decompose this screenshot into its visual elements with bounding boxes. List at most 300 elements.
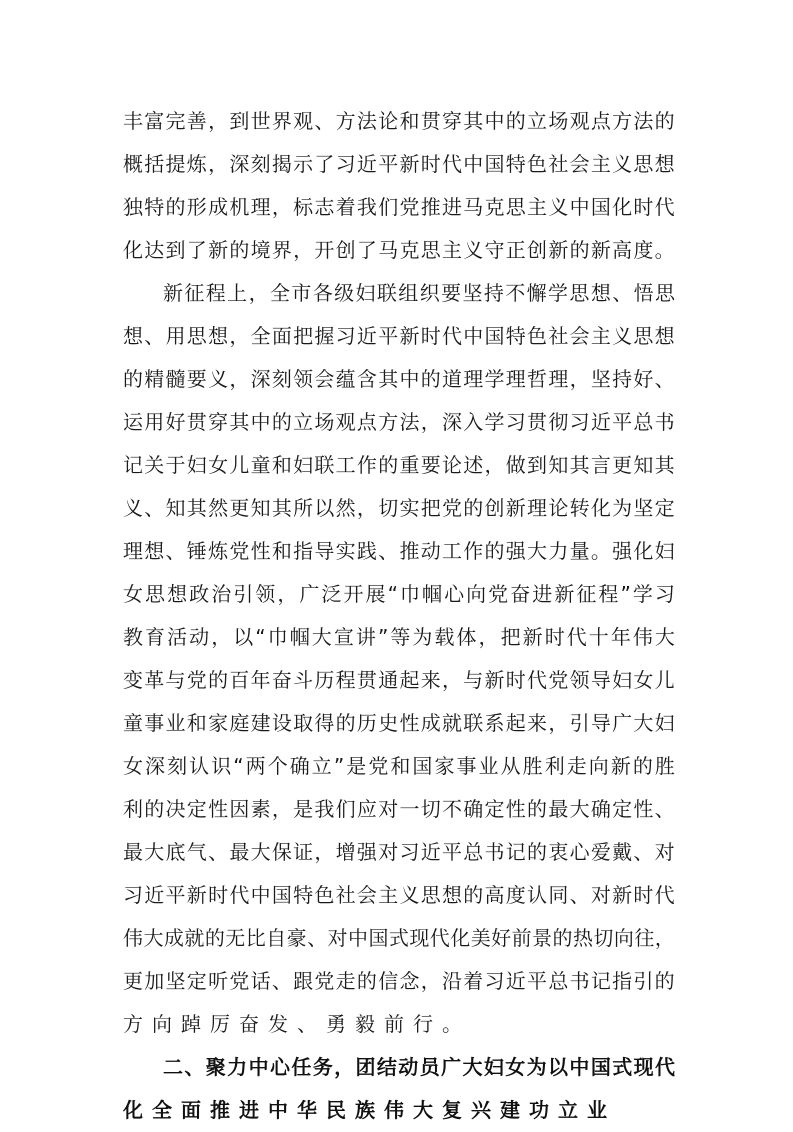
- char: ，: [314, 840, 335, 864]
- char: 妇: [355, 281, 376, 305]
- char: 务: [312, 1055, 333, 1079]
- char: 新: [612, 883, 633, 907]
- char: 大: [654, 625, 675, 649]
- char: 深: [250, 367, 271, 391]
- char: 为: [526, 1055, 547, 1079]
- char: 好: [165, 410, 186, 434]
- char: 的: [527, 797, 548, 821]
- char: 创: [484, 496, 505, 520]
- char: 新: [610, 754, 631, 778]
- char: 概: [123, 152, 143, 176]
- char: 推: [420, 195, 441, 219]
- char: 近: [144, 883, 165, 907]
- char: 妇: [654, 539, 675, 563]
- text-line: [123, 874, 675, 917]
- char: 习: [123, 883, 143, 907]
- char: 向: [466, 582, 487, 606]
- char: 到: [165, 238, 186, 262]
- char: 的: [204, 926, 225, 950]
- char: 克: [399, 238, 420, 262]
- char: 近: [356, 324, 377, 348]
- char: 总: [548, 969, 569, 993]
- char: 向: [613, 926, 634, 950]
- char: 作: [463, 539, 484, 563]
- char: 斗: [293, 668, 314, 692]
- char: 念: [399, 969, 420, 993]
- char: 言: [590, 453, 611, 477]
- char: 把: [500, 625, 521, 649]
- char: 童: [123, 711, 143, 735]
- char: 、: [144, 496, 165, 520]
- char: 、: [297, 1012, 326, 1036]
- text-line: [123, 444, 675, 487]
- char: 国: [368, 926, 389, 950]
- char: 进: [532, 582, 553, 606]
- char: ，: [271, 797, 292, 821]
- char: 应: [356, 797, 377, 821]
- char: 代: [527, 668, 548, 692]
- char: 们: [335, 797, 356, 821]
- char: 认: [189, 754, 210, 778]
- text-line: [123, 229, 675, 272]
- char: 百: [229, 668, 250, 692]
- char: 强: [505, 539, 526, 563]
- section-heading: [123, 1046, 675, 1132]
- char: 定: [612, 797, 633, 821]
- char: 近: [505, 969, 526, 993]
- char: 、: [654, 797, 675, 821]
- char: 教: [123, 625, 143, 649]
- char: 坚: [165, 969, 186, 993]
- char: 征: [184, 281, 205, 305]
- char: 确: [463, 797, 484, 821]
- char: ，: [420, 410, 441, 434]
- char: 变: [123, 668, 143, 692]
- char: 国: [412, 754, 433, 778]
- char: 组: [398, 281, 419, 305]
- char: 业: [478, 754, 499, 778]
- char: 宣: [333, 625, 354, 649]
- char: ”: [620, 582, 631, 606]
- char: 党: [548, 668, 569, 692]
- char: 话: [250, 969, 271, 993]
- text-line: [123, 702, 675, 745]
- char: 会: [356, 883, 377, 907]
- char: 功: [529, 1098, 558, 1122]
- char: 成: [420, 711, 441, 735]
- char: 色: [527, 324, 548, 348]
- char: 要: [441, 281, 462, 305]
- char: 悟: [633, 281, 654, 305]
- char: 新: [554, 582, 575, 606]
- char: 学: [484, 367, 505, 391]
- char: 正: [505, 238, 526, 262]
- char: 作: [356, 453, 377, 477]
- char: 做: [505, 453, 526, 477]
- char: 、: [612, 281, 633, 305]
- char: 程: [205, 281, 226, 305]
- char: 持: [612, 367, 633, 391]
- char: 党: [186, 668, 207, 692]
- char: 近: [420, 840, 441, 864]
- char: 好: [633, 367, 654, 391]
- char: 工: [335, 453, 356, 477]
- char: 中: [569, 1055, 590, 1079]
- char: 主: [378, 883, 399, 907]
- char: ，: [441, 668, 462, 692]
- char: 设: [271, 711, 292, 735]
- char: 会: [569, 324, 590, 348]
- char: 来: [527, 711, 548, 735]
- char: 活: [167, 625, 188, 649]
- char: 妇: [186, 453, 207, 477]
- char: 强: [356, 840, 377, 864]
- char: 贯: [420, 109, 441, 133]
- text-line: [123, 745, 675, 788]
- char: 义: [612, 324, 633, 348]
- char: 平: [441, 840, 462, 864]
- char: 括: [144, 152, 165, 176]
- char: 式: [612, 1055, 633, 1079]
- char: 代: [229, 883, 250, 907]
- char: ，: [211, 625, 232, 649]
- char: 点: [356, 410, 377, 434]
- char: 握: [314, 324, 335, 348]
- char: 懈: [526, 281, 547, 305]
- char: 界: [271, 238, 292, 262]
- char: 定: [654, 496, 675, 520]
- char: 刻: [167, 754, 188, 778]
- char: 贯: [186, 410, 207, 434]
- char: 市: [291, 281, 312, 305]
- char: 大: [144, 840, 165, 864]
- text-line: [123, 315, 675, 358]
- char: 度: [505, 883, 526, 907]
- char: 然: [208, 496, 229, 520]
- char: 全: [269, 281, 290, 305]
- char: 义: [612, 152, 633, 176]
- char: 、: [271, 969, 292, 993]
- char: 来: [420, 668, 441, 692]
- char: 历: [314, 668, 335, 692]
- char: 不: [441, 797, 462, 821]
- char: 高: [484, 883, 505, 907]
- char: ，: [478, 625, 499, 649]
- char: 奋: [239, 1012, 268, 1036]
- char: 们: [378, 195, 399, 219]
- char: 着: [463, 969, 484, 993]
- char: 得: [314, 711, 335, 735]
- char: 妇: [612, 668, 633, 692]
- char: 标: [293, 195, 314, 219]
- char: 建: [250, 711, 271, 735]
- char: 社: [548, 324, 569, 348]
- char: 最: [548, 797, 569, 821]
- char: 指: [293, 539, 314, 563]
- char: 。: [590, 539, 611, 563]
- char: 推: [399, 539, 420, 563]
- char: 奋: [510, 582, 531, 606]
- char: “: [233, 754, 244, 778]
- char: 帼: [422, 582, 443, 606]
- char: 引: [569, 711, 590, 735]
- char: 联: [376, 281, 397, 305]
- char: 的: [144, 797, 165, 821]
- char: 精: [144, 367, 165, 391]
- char: 新: [186, 883, 207, 907]
- char: 化: [633, 539, 654, 563]
- char: 中: [484, 109, 505, 133]
- char: 成: [208, 195, 229, 219]
- char: 引: [633, 969, 654, 993]
- char: 主: [590, 152, 611, 176]
- char: 习: [335, 324, 356, 348]
- char: 切: [378, 496, 399, 520]
- char: 从: [500, 754, 521, 778]
- char: 业: [165, 711, 186, 735]
- char: 中: [250, 410, 271, 434]
- char: 习: [335, 152, 356, 176]
- char: 复: [442, 1098, 471, 1122]
- char: 新: [208, 238, 229, 262]
- char: 会: [569, 152, 590, 176]
- char: 中: [569, 195, 590, 219]
- text-line: [123, 831, 675, 874]
- char: 现: [409, 926, 430, 950]
- char: 哲: [527, 367, 548, 391]
- char: 热: [572, 926, 593, 950]
- char: 坚: [590, 367, 611, 391]
- char: ，: [569, 367, 590, 391]
- char: 论: [548, 496, 569, 520]
- char: 十: [588, 625, 609, 649]
- char: 彻: [548, 410, 569, 434]
- char: 向: [588, 754, 609, 778]
- char: 讲: [355, 625, 376, 649]
- char: ，: [420, 969, 441, 993]
- char: 丰: [123, 109, 143, 133]
- paragraph-1: [123, 100, 675, 272]
- char: 的: [229, 238, 250, 262]
- char: 用: [165, 324, 186, 348]
- char: 走: [335, 969, 356, 993]
- char: 用: [144, 410, 165, 434]
- heading-line: [123, 1089, 675, 1132]
- char: ，: [271, 195, 292, 219]
- char: 记: [590, 969, 611, 993]
- char: 因: [229, 797, 250, 821]
- char: 知: [165, 496, 186, 520]
- char: 然: [335, 496, 356, 520]
- text-line: [123, 616, 675, 659]
- char: 家: [434, 754, 455, 778]
- char: 广: [441, 1055, 462, 1079]
- char: 证: [293, 840, 314, 864]
- char: ，: [293, 238, 314, 262]
- char: 方: [378, 410, 399, 434]
- char: 形: [186, 195, 207, 219]
- char: 法: [633, 109, 654, 133]
- char: 大: [413, 1098, 442, 1122]
- char: 代: [441, 152, 462, 176]
- char: 义: [463, 238, 484, 262]
- char: 其: [229, 410, 250, 434]
- char: 想: [208, 324, 229, 348]
- char: 代: [654, 883, 675, 907]
- char: 景: [532, 926, 553, 950]
- char: 工: [441, 539, 462, 563]
- char: ，: [277, 582, 298, 606]
- char: 时: [420, 152, 441, 176]
- char: 其: [378, 367, 399, 391]
- char: 发: [268, 1012, 297, 1036]
- char: 把: [293, 324, 314, 348]
- char: 大: [462, 1055, 483, 1079]
- char: 往: [634, 926, 655, 950]
- char: 转: [569, 496, 590, 520]
- char: 切: [593, 926, 614, 950]
- char: 成: [163, 926, 184, 950]
- char: 领: [255, 582, 276, 606]
- char: 揭: [271, 152, 292, 176]
- char: 气: [186, 840, 207, 864]
- char: 力: [227, 1055, 248, 1079]
- char: 是: [346, 754, 367, 778]
- char: 二: [163, 1055, 183, 1079]
- text-line: [123, 530, 675, 573]
- char: 理: [463, 367, 484, 391]
- char: 了: [314, 152, 335, 176]
- char: ，: [229, 367, 250, 391]
- char: 党: [399, 195, 420, 219]
- char: 党: [229, 539, 250, 563]
- char: 点: [590, 109, 611, 133]
- char: 。: [654, 238, 675, 262]
- char: 知: [250, 496, 271, 520]
- char: 导: [314, 539, 335, 563]
- char: 学: [632, 582, 653, 606]
- char: 戴: [612, 840, 633, 864]
- char: 观: [569, 109, 590, 133]
- char: 听: [208, 969, 229, 993]
- char: 对: [327, 926, 348, 950]
- char: 政: [189, 582, 210, 606]
- char: 世: [250, 109, 271, 133]
- char: “: [387, 582, 398, 606]
- char: 员: [419, 1055, 440, 1079]
- char: 知: [633, 453, 654, 477]
- char: 以: [548, 1055, 569, 1079]
- char: 加: [144, 969, 165, 993]
- char: 思: [420, 238, 441, 262]
- char: 的: [463, 496, 484, 520]
- char: 思: [505, 195, 526, 219]
- char: 髓: [165, 367, 186, 391]
- char: 童: [250, 453, 271, 477]
- char: 信: [378, 969, 399, 993]
- char: 动: [398, 1055, 419, 1079]
- char: 新: [163, 281, 183, 305]
- char: 两: [245, 754, 266, 778]
- char: 与: [463, 668, 484, 692]
- char: 确: [590, 797, 611, 821]
- char: 大: [569, 797, 590, 821]
- char: 现: [633, 1055, 654, 1079]
- char: 马: [378, 238, 399, 262]
- char: 心: [569, 840, 590, 864]
- char: 机: [229, 195, 250, 219]
- char: 更: [229, 496, 250, 520]
- char: 级: [334, 281, 355, 305]
- char: 特: [505, 324, 526, 348]
- char: 比: [245, 926, 266, 950]
- char: 大: [633, 711, 654, 735]
- char: 贯: [527, 410, 548, 434]
- char: 和: [186, 711, 207, 735]
- char: 性: [633, 797, 654, 821]
- char: 性: [505, 797, 526, 821]
- char: 要: [186, 367, 207, 391]
- heading-line: [123, 1046, 675, 1089]
- char: 理: [527, 496, 548, 520]
- char: 书: [569, 969, 590, 993]
- char: 我: [356, 195, 377, 219]
- char: 以: [314, 496, 335, 520]
- char: 论: [378, 109, 399, 133]
- char: 团: [355, 1055, 376, 1079]
- char: 任: [291, 1055, 312, 1079]
- char: 起: [399, 668, 420, 692]
- char: 、: [654, 367, 675, 391]
- char: 学: [548, 281, 569, 305]
- char: 主: [527, 195, 548, 219]
- char: 进: [239, 1098, 268, 1122]
- char: 锤: [186, 539, 207, 563]
- char: 特: [293, 883, 314, 907]
- char: 平: [378, 152, 399, 176]
- text-line: [123, 186, 675, 229]
- char: 、: [633, 840, 654, 864]
- char: 爱: [590, 840, 611, 864]
- char: ，: [484, 453, 505, 477]
- char: 不: [505, 281, 526, 305]
- char: ，: [548, 711, 569, 735]
- char: 书: [484, 840, 505, 864]
- char: 就: [441, 711, 462, 735]
- char: 一: [399, 797, 420, 821]
- char: 想: [144, 539, 165, 563]
- char: 穿: [441, 109, 462, 133]
- char: 理: [123, 539, 143, 563]
- char: 中: [248, 1055, 269, 1079]
- char: 新: [399, 152, 420, 176]
- char: 运: [123, 410, 143, 434]
- char: 通: [378, 668, 399, 692]
- char: 示: [293, 152, 314, 176]
- char: 时: [420, 324, 441, 348]
- char: 巾: [267, 625, 288, 649]
- char: 领: [569, 668, 590, 692]
- char: 事: [144, 711, 165, 735]
- char: 的: [505, 109, 526, 133]
- char: 和: [399, 109, 420, 133]
- char: 妇: [293, 453, 314, 477]
- char: 国: [590, 195, 611, 219]
- char: 想: [123, 324, 143, 348]
- char: 其: [463, 109, 484, 133]
- char: 族: [355, 1098, 384, 1122]
- char: 要: [420, 453, 441, 477]
